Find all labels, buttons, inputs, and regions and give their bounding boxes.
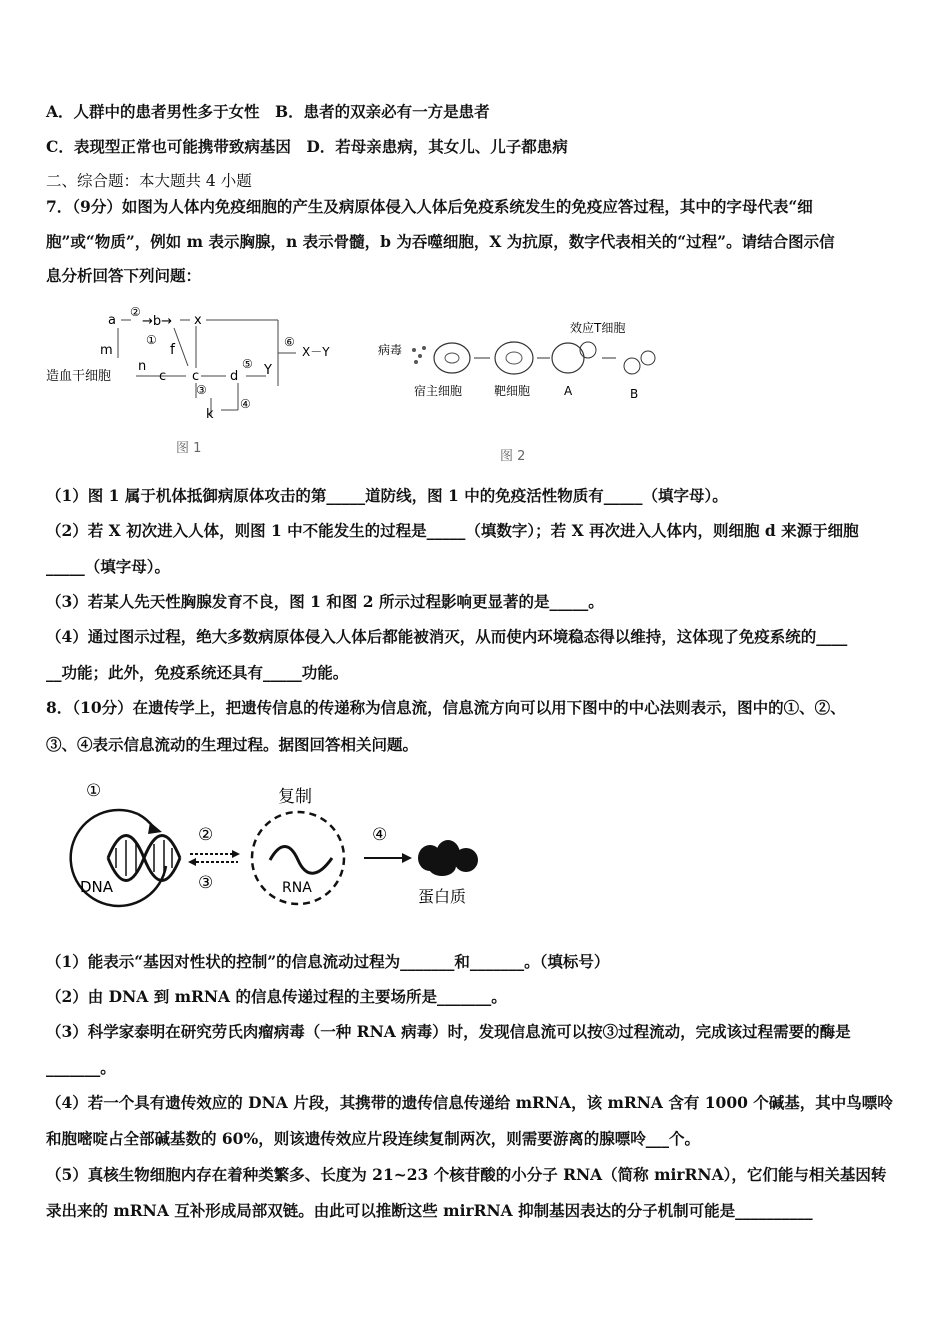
fig1-label-n: n	[138, 359, 147, 374]
fig2-caption: 图 2	[500, 449, 526, 464]
q8-central-dogma-diagram	[46, 770, 496, 920]
q8-stem-line2: ③、④表示信息流动的生理过程。据图回答相关问题。	[46, 735, 419, 754]
fig2-label-a: A	[564, 384, 573, 398]
q7-sub4-line1: （4）通过图示过程，绝大多数病原体侵入人体后都能被消灭，从而使内环境稳态得以维持，这体现了免疫系统的____	[46, 627, 848, 646]
fig2-label-host: 宿主细胞	[414, 384, 463, 398]
section-heading: 二、综合题：本大题共 4 小题	[46, 172, 252, 190]
fig1-label-circle1: ①	[146, 333, 157, 347]
q7-sub1: （1）图 1 属于机体抵御病原体攻击的第_____道防线，图 1 中的免疫活性物质有_____（填字母）。	[46, 486, 728, 505]
dogma-label-circle2: ②	[198, 825, 214, 845]
q8-sub5-line2: 录出来的 mRNA 互补形成局部双链。由此可以推断这些 mirRNA 抑制基因表达的分子机制可能是__________	[46, 1201, 813, 1220]
fig1-label-k: k	[206, 407, 214, 422]
dogma-label-circle3: ③	[198, 873, 214, 893]
q7-sub2-line1: （2）若 X 初次进入人体，则图 1 中不能发生的过程是_____（填数字）；若 X 再次进入人体内，则细胞 d 来源于细胞	[46, 521, 859, 540]
fig1-label-a: a	[108, 313, 116, 328]
fig1-label-m: m	[100, 343, 113, 358]
q7-sub4-line2: __功能；此外，免疫系统还具有_____功能。	[46, 663, 349, 682]
fig1-label-source: 造血干细胞	[46, 369, 112, 384]
dogma-label-replicate: 复制	[278, 787, 312, 807]
dogma-label-circle4: ④	[372, 825, 388, 845]
q8-sub3-line2: _______。	[46, 1058, 116, 1077]
dogma-label-rna: RNA	[282, 880, 312, 896]
fig1-caption: 图 1	[176, 441, 202, 456]
fig1-label-circle3: ③	[196, 383, 207, 397]
fig2-label-target: 靶细胞	[494, 384, 531, 398]
q8-stem-line1: 8．（10分）在遗传学上，把遗传信息的传递称为信息流，信息流方向可以用下图中的中心法则表示，图中的①、②、	[46, 698, 846, 717]
fig1-label-circle6: ⑥	[284, 335, 295, 349]
q7-figure-2	[370, 310, 670, 470]
fig1-label-x: x	[194, 313, 202, 328]
option-line-ab: A．人群中的患者男性多于女性 B．患者的双亲必有一方是患者	[46, 102, 490, 121]
fig2-label-effector: 效应T细胞	[570, 321, 626, 335]
q8-sub4-line1: （4）若一个具有遗传效应的 DNA 片段，其携带的遗传信息传递给 mRNA，该 mRNA 含有 1000 个碱基，其中鸟嘌呤	[46, 1093, 893, 1112]
q8-sub1: （1）能表示“基因对性状的控制”的信息流动过程为_______和_______。（填标号）	[46, 952, 610, 971]
q7-sub2-line2: _____（填字母）。	[46, 557, 171, 576]
fig1-label-c: c	[192, 369, 200, 384]
q8-sub5-line1: （5）真核生物细胞内存在着种类繁多、长度为 21~23 个核苷酸的小分子 RNA（简称 mirRNA），它们能与相关基因转	[46, 1165, 887, 1184]
fig1-label-xy: X－Y	[302, 345, 330, 359]
fig1-label-circle2: ②	[130, 305, 141, 319]
fig1-label-circle5: ⑤	[242, 357, 253, 371]
dogma-label-protein: 蛋白质	[418, 887, 467, 906]
fig1-label-b: →b→	[142, 314, 173, 329]
fig1-label-circle4: ④	[240, 397, 251, 411]
q8-sub2: （2）由 DNA 到 mRNA 的信息传递过程的主要场所是_______。	[46, 987, 507, 1006]
fig1-label-d: d	[230, 369, 239, 384]
q7-stem-line2: 胞”或“物质”，例如 m 表示胸腺，n 表示骨髓，b 为吞噬细胞，X 为抗原，数字代表相关的“过程”。请结合图示信	[46, 232, 835, 251]
fig2-label-virus: 病毒	[378, 343, 403, 357]
q7-stem-line3: 息分析回答下列问题：	[46, 266, 202, 285]
q8-sub4-line2: 和胞嘧啶占全部碱基数的 60%，则该遗传效应片段连续复制两次，则需要游离的腺嘌呤___个。	[46, 1129, 700, 1148]
fig1-label-c1: c	[159, 369, 167, 384]
fig1-label-f: f	[170, 342, 175, 358]
q7-stem-line1: 7．（9分）如图为人体内免疫细胞的产生及病原体侵入人体后免疫系统发生的免疫应答过程，其中的字母代表“细	[46, 197, 813, 216]
q7-sub3: （3）若某人先天性胸腺发育不良，图 1 和图 2 所示过程影响更显著的是_____。	[46, 592, 604, 611]
q8-sub3-line1: （3）科学家泰明在研究劳氏肉瘤病毒（一种 RNA 病毒）时，发现信息流可以按③过程流动，完成该过程需要的酶是	[46, 1022, 851, 1041]
fig1-label-y: Y	[264, 363, 272, 378]
q7-figure-1	[46, 298, 346, 468]
dogma-label-dna: DNA	[80, 878, 114, 896]
dogma-label-circle1: ①	[86, 781, 102, 801]
option-line-cd: C．表现型正常也可能携带致病基因 D．若母亲患病，其女儿、儿子都患病	[46, 137, 568, 156]
fig2-label-b: B	[630, 387, 639, 401]
